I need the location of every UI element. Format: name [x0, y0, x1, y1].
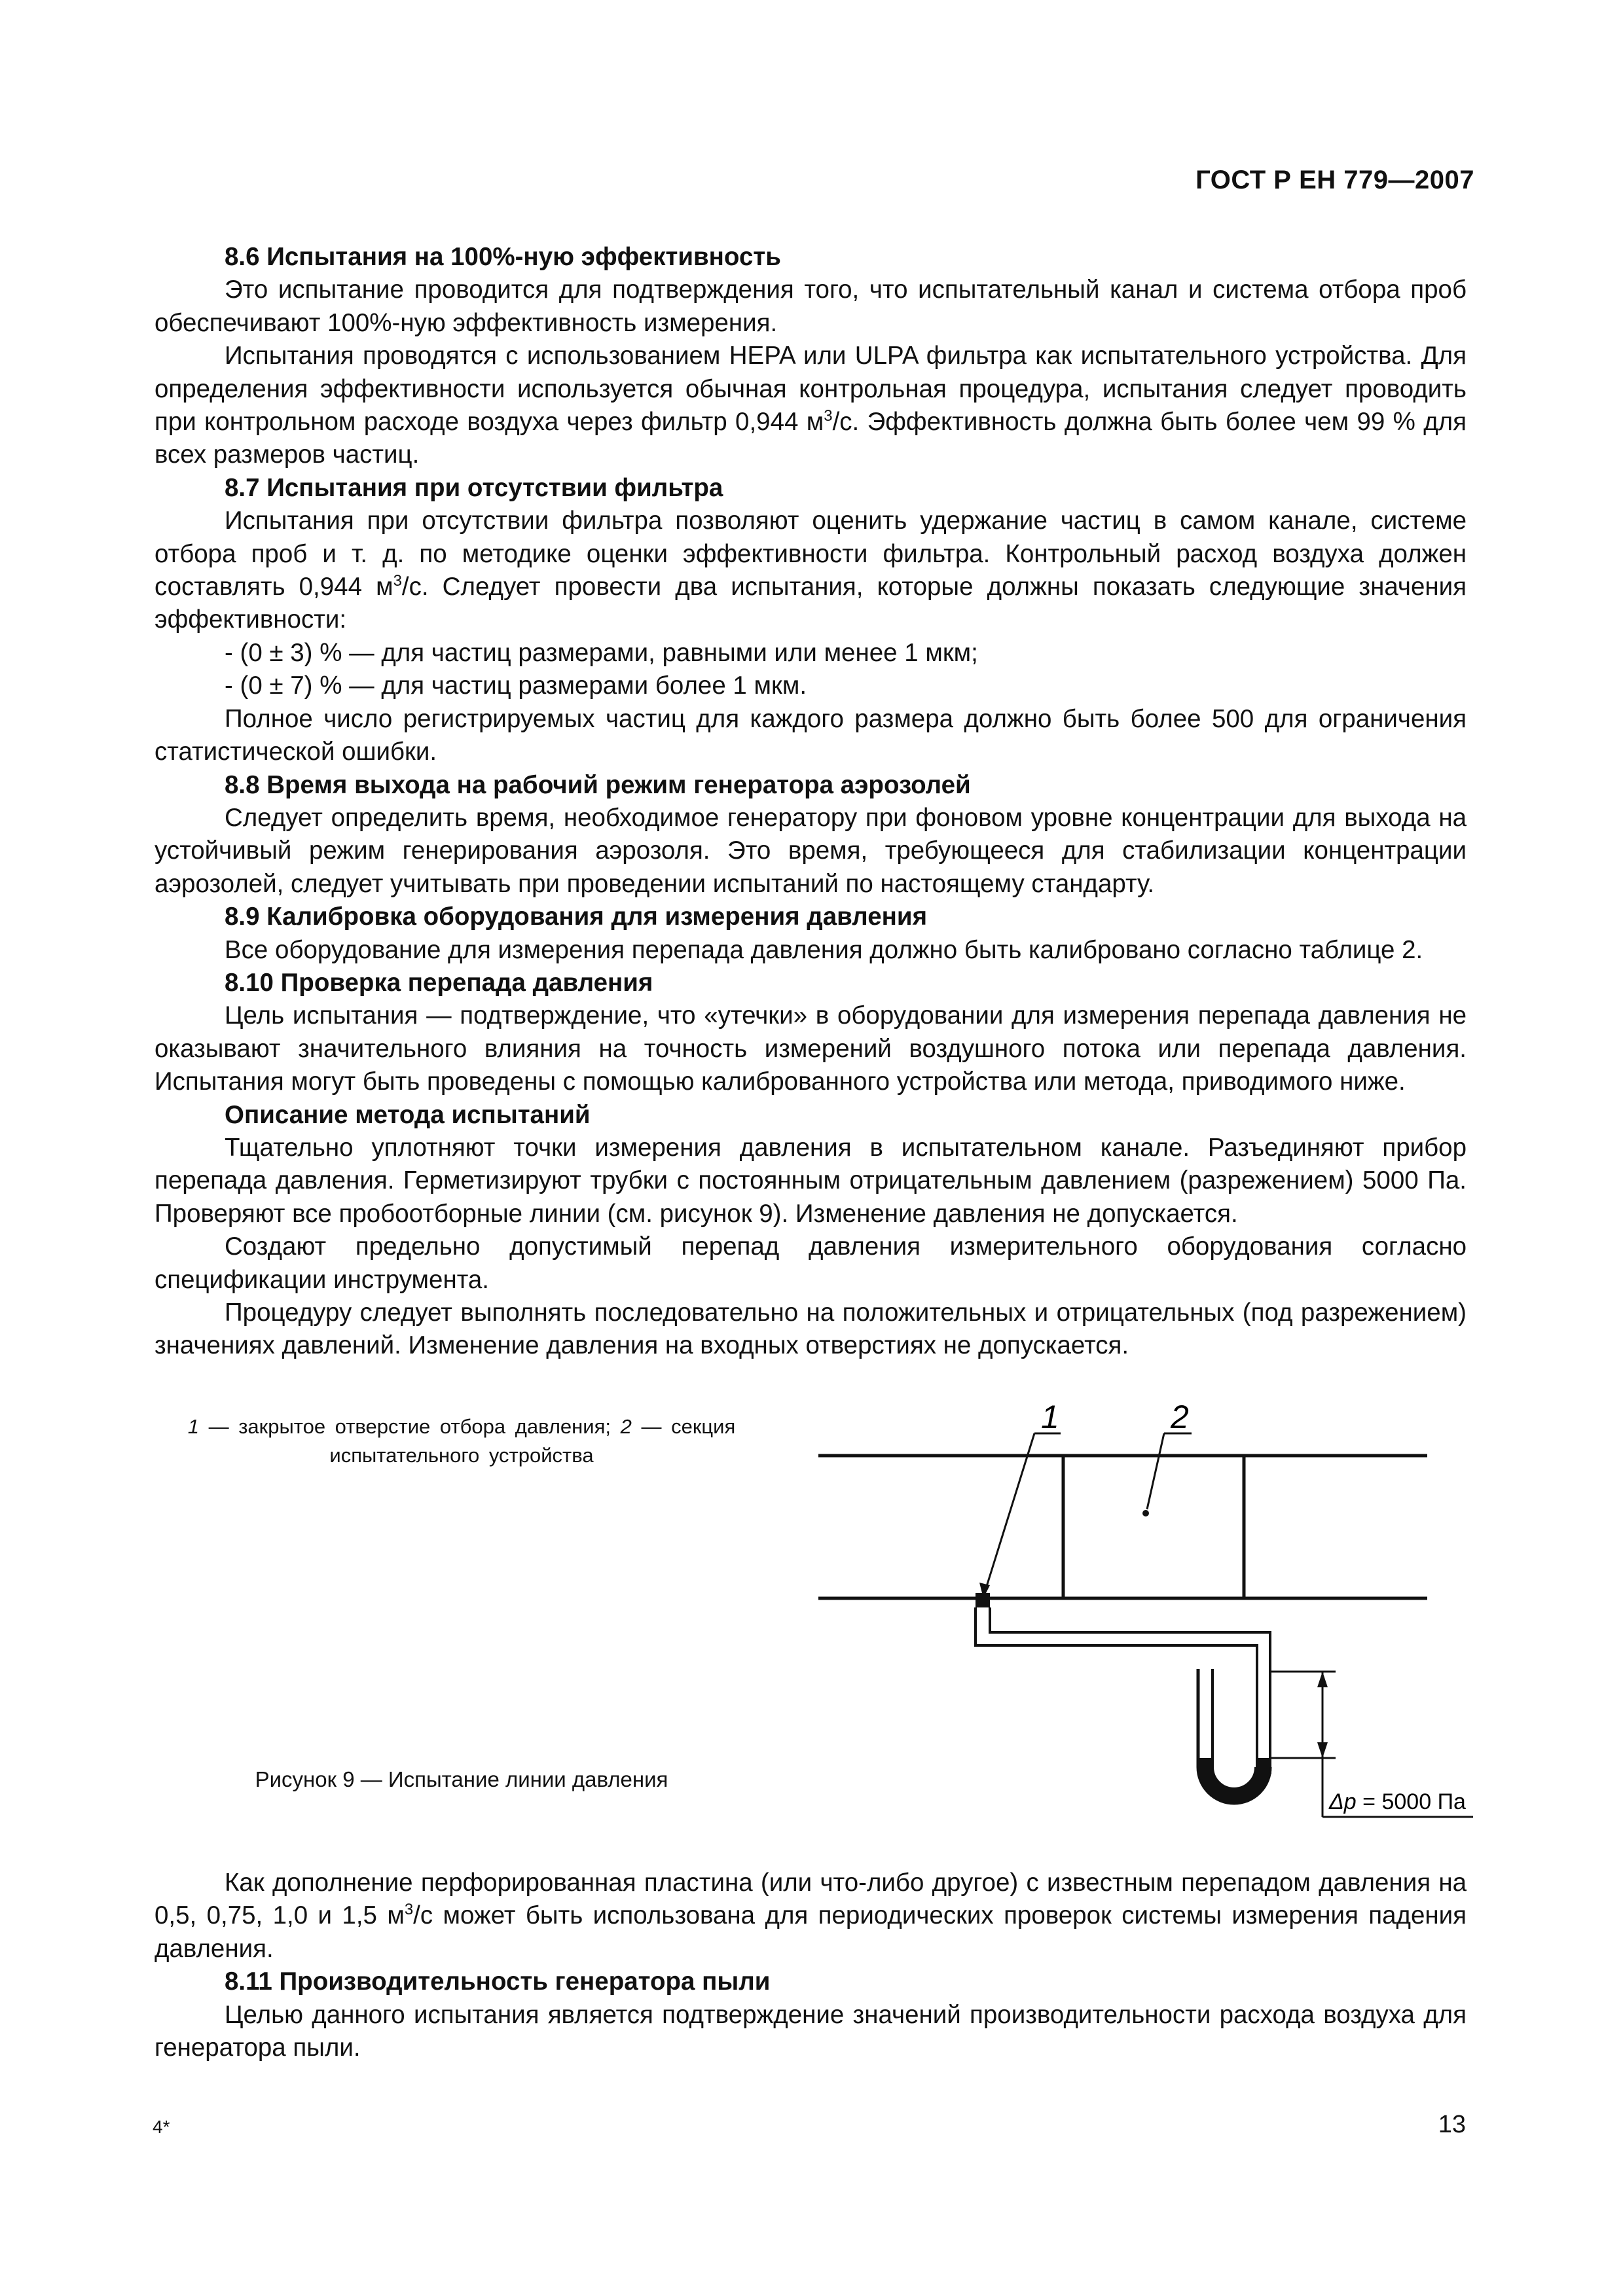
superscript: 3 [404, 1901, 414, 1919]
delta-p-label [1328, 1789, 1466, 1814]
manometer-liquid [1198, 1758, 1270, 1803]
section-8-10-paragraph-3: Создают предельно допустимый перепад давления измерительного оборудования согласно спецификации инструмента. [155, 1232, 1467, 1294]
superscript: 3 [393, 572, 402, 590]
legend-text: — секция испытательного устройства [329, 1415, 736, 1467]
text-run: Испытания при отсутствии фильтра позволяют оценить удержание частиц в самом канале, системе отбора проб и т. д. по методике оценки эффективности фильтра. Контрольный расход воздуха должен составлять 0,944 м [155, 507, 1467, 601]
section-8-8-heading: 8.8 Время выхода на рабочий режим генератора аэрозолей [225, 770, 971, 799]
list-item: - (0 ± 7) % — для частиц размерами более 1 мкм. [225, 672, 807, 700]
list-item: - (0 ± 3) % — для частиц размерами, равными или менее 1 мкм; [225, 638, 978, 667]
figure-legend [151, 1412, 773, 1470]
section-8-10-paragraph-2: Тщательно уплотняют точки измерения давления в испытательном канале. Разъединяют прибор перепада давления. Герметизируют трубки с постоянным отрицательным давлением (разрежением) 5000 Па. Проверяют все пробоотборные линии (см. рисунок 9). Изменение давления не допускается. [155, 1133, 1467, 1228]
section-8-7-paragraph-1 [155, 505, 1467, 637]
text-run: /с. Эффективность должна быть более чем 99 % для всех размеров частиц. [155, 408, 1467, 469]
section-8-9-heading: 8.9 Калибровка оборудования для измерения давления [225, 903, 928, 931]
closed-pressure-tap [976, 1593, 990, 1607]
method-subheading: Описание метода испытаний [225, 1100, 591, 1129]
section-8-6-paragraph-1: Это испытание проводится для подтверждения того, что испытательный канал и система отбора проб обеспечивают 100%-ную эффективность измерения. [155, 276, 1467, 337]
legend-text: — закрытое отверстие отбора давления; [198, 1415, 621, 1438]
legend-number: 1 [187, 1415, 199, 1438]
section-8-11-paragraph-1: Целью данного испытания является подтверждение значений производительности расхода воздуха для генератора пыли. [155, 2000, 1467, 2062]
sheet-mark: 4* [153, 2117, 170, 2137]
tube-inner-wall [990, 1607, 1270, 1774]
section-8-11-heading: 8.11 Производительность генератора пыли [225, 1967, 771, 1996]
label-1: 1 [1041, 1399, 1059, 1435]
section-8-10-heading: 8.10 Проверка перепада давления [225, 968, 653, 997]
superscript: 3 [824, 407, 833, 425]
dimension-arrow-down [1317, 1742, 1328, 1758]
manometer-inner [1213, 1669, 1256, 1789]
figure-caption: Рисунок 9 — Испытание линии давления [255, 1767, 668, 1791]
standard-header: ГОСТ Р ЕН 779—2007 [1195, 166, 1474, 194]
section-8-7-paragraph-2: Полное число регистрируемых частиц для каждого размера должно быть более 500 для ограничения статистической ошибки. [155, 704, 1467, 766]
text-run: Как дополнение перфорированная пластина (или что-либо другое) с известным перепадом давления на 0,5, 0,75, 1,0 и 1,5 м [155, 1869, 1467, 1930]
section-8-6-heading: 8.6 Испытания на 100%-ную эффективность [225, 243, 781, 271]
legend-number: 2 [620, 1415, 632, 1438]
after-figure-text-block [155, 1867, 1467, 2064]
section-8-10-paragraph-1: Цель испытания — подтверждение, что «утечки» в оборудовании для измерения перепада давления не оказывают значительного влияния на точность измерений воздушного потока или перепада давления. Испытания могут быть проведены с помощью калиброванного устройства или метода, приводимого ниже. [155, 1001, 1467, 1096]
after-figure-paragraph [155, 1867, 1467, 1965]
leader-line-2 [1147, 1433, 1164, 1509]
delta-p-symbol: Δp [1329, 1789, 1357, 1814]
text-run: /с может быть использована для периодических проверок системы измерения падения давления. [155, 1901, 1467, 1963]
section-8-10-paragraph-4: Процедуру следует выполнять последовательно на положительных и отрицательных (под разрежением) значениях давлений. Изменение давления на входных отверстиях не допускается. [155, 1299, 1467, 1360]
section-8-6-paragraph-2 [155, 340, 1467, 472]
delta-p-value: = 5000 Па [1356, 1789, 1466, 1814]
text-run: /с. Следует провести два испытания, которые должны показать следующие значения эффективности: [155, 573, 1467, 634]
dimension-arrow-up [1317, 1672, 1328, 1687]
section-8-8-paragraph-1: Следует определить время, необходимое генератору при фоновом уровне концентрации для выхода на устойчивый режим генерирования аэрозоля. Это время, требующееся для стабилизации концентрации аэрозолей, следует учитывать при проведении испытаний по настоящему стандарту. [155, 803, 1467, 898]
text-run: Испытания проводятся с использованием HEPA или ULPA фильтра как испытательного устройства. Для определения эффективности используется обычная контрольная процедура, испытания следует проводить при контрольном расходе воздуха через фильтр 0,944 м [155, 342, 1467, 437]
section-8-9-paragraph-1: Все оборудование для измерения перепада давления должно быть калибровано согласно таблице 2. [225, 935, 1423, 964]
section-8-7-heading: 8.7 Испытания при отсутствии фильтра [225, 473, 723, 502]
section-marker-dot [1142, 1510, 1149, 1516]
pressure-line-diagram [799, 1374, 1493, 1820]
page-number: 13 [1438, 2111, 1466, 2138]
label-2: 2 [1171, 1399, 1189, 1435]
main-text-block [155, 241, 1467, 1363]
